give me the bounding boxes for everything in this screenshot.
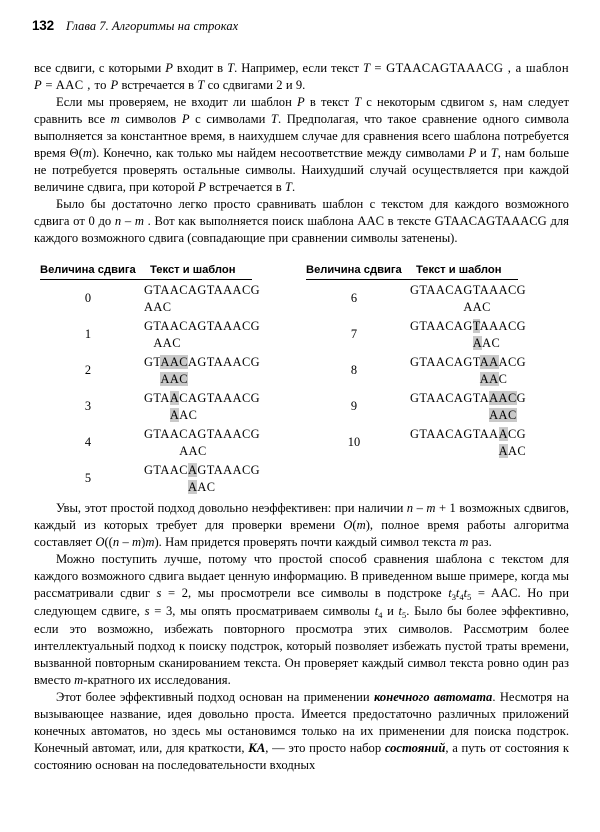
math-var: s bbox=[144, 604, 150, 618]
text-run: = AAC. Но при следующем сдвиге, bbox=[34, 586, 569, 618]
header-rule bbox=[40, 279, 252, 280]
subscript: 3 bbox=[451, 592, 456, 602]
table-row bbox=[306, 354, 544, 390]
math-var: P bbox=[34, 78, 42, 92]
matched-chars: AAC bbox=[160, 372, 188, 386]
alignment-cell bbox=[144, 426, 284, 460]
text-line: GTAACAGTAAACG bbox=[410, 319, 527, 333]
text-run: Было бы достаточно легко просто сравнивать шаблон с текстом для каждого возможного сдвига от 0 до bbox=[34, 197, 569, 228]
math-var: m bbox=[132, 535, 142, 549]
table-row bbox=[306, 426, 544, 462]
alignment-cell bbox=[410, 318, 550, 352]
text-run: Этот более эффективный подход основан на применении bbox=[56, 690, 374, 704]
math-var: n bbox=[114, 214, 122, 228]
math-var: m bbox=[426, 501, 436, 515]
pattern-line bbox=[144, 371, 284, 388]
table-row bbox=[40, 318, 278, 354]
table-header-row bbox=[306, 264, 544, 279]
math-var: T bbox=[270, 112, 278, 126]
pattern-line: AAC bbox=[179, 444, 207, 458]
text-run: . bbox=[291, 180, 296, 194]
pattern-line: AAC bbox=[187, 480, 216, 494]
math-var: s bbox=[489, 95, 495, 109]
matched-chars: A bbox=[187, 463, 198, 477]
math-var: n bbox=[406, 501, 414, 515]
matched-chars: T bbox=[472, 319, 480, 333]
math-var: m bbox=[134, 214, 144, 228]
math-var: m bbox=[459, 535, 469, 549]
text-line: GTAACAGTAAACG bbox=[410, 391, 527, 405]
text-run: и bbox=[382, 604, 399, 618]
alignment-cell bbox=[410, 282, 550, 316]
text-run: (( bbox=[104, 535, 113, 549]
matched-chars: AA bbox=[479, 372, 499, 386]
alignment-cell bbox=[410, 426, 550, 460]
shift-comparison-tables bbox=[34, 264, 574, 494]
shift-value: 0 bbox=[84, 291, 92, 305]
text-line: GTAACAGTAAACG bbox=[144, 427, 261, 441]
text-run: – bbox=[121, 214, 135, 228]
column-header-shift: Величина сдвига bbox=[40, 264, 136, 276]
pattern-line: AAC bbox=[479, 372, 508, 386]
table-row bbox=[40, 426, 278, 462]
text-run: . Было бы более эффективно, если это возможно, избежать повторного просмотра этих символов. Рассмотрим более интеллектуальный подход к поиску подстрок, который позволяет избежать пустой траты времени, вызванной повторным сканированием текста. Он проверяет каждый символ текста ровно один раз вместо bbox=[34, 604, 569, 687]
subscript: 5 bbox=[467, 592, 472, 602]
table-row bbox=[40, 354, 278, 390]
math-var: T bbox=[363, 61, 371, 75]
table-row bbox=[306, 318, 544, 354]
table-row bbox=[40, 462, 278, 498]
chapter-title: Глава 7. Алгоритмы на строках bbox=[66, 19, 239, 33]
math-var: s bbox=[156, 586, 162, 600]
paragraph-2 bbox=[34, 94, 569, 196]
text-line: GTAACAGTAAACG bbox=[410, 283, 527, 297]
pattern-line: AAC bbox=[144, 300, 172, 314]
body-text-lower bbox=[34, 500, 569, 774]
math-var: m bbox=[74, 673, 84, 687]
alignment-cell bbox=[144, 318, 284, 352]
math-var: P bbox=[165, 61, 173, 75]
text-line: GTAACAGTAAACG bbox=[144, 283, 261, 297]
text-line: GTAACAGTAAACG bbox=[144, 355, 261, 369]
alignment-cell bbox=[410, 390, 550, 424]
math-var: t bbox=[374, 604, 379, 618]
text-run: встречается в bbox=[118, 78, 198, 92]
pattern-line: AAC bbox=[169, 408, 198, 422]
text-run: -кратного их исследования. bbox=[83, 673, 231, 687]
matched-chars: AAC bbox=[160, 355, 188, 369]
shift-value: 9 bbox=[350, 399, 358, 413]
table-header-row bbox=[40, 264, 278, 279]
text-run: ), полное время работы алгоритма составляет bbox=[34, 518, 569, 549]
matched-chars: A bbox=[472, 336, 483, 350]
paragraph-4 bbox=[34, 500, 569, 551]
math-var: t bbox=[398, 604, 403, 618]
text-line: GTAACAGTAAACG bbox=[144, 463, 261, 477]
text-run: ( bbox=[352, 518, 357, 532]
paragraph-1 bbox=[34, 60, 569, 94]
emphasis-finite-automaton: конечного автомата bbox=[374, 690, 493, 704]
page-number: 132 bbox=[32, 18, 54, 33]
shift-table-left bbox=[40, 264, 278, 498]
text-run: в текст bbox=[304, 95, 355, 109]
matched-chars: AAC bbox=[489, 408, 517, 422]
text-run: . Предполагая, что такое сравнение одного символа выполняется за константное время, в наихудшем случае для сравнения всего шаблона потребуется время Θ( bbox=[34, 112, 569, 160]
text-line: GTAACAGTAAACG bbox=[410, 427, 527, 441]
text-run: раз. bbox=[468, 535, 492, 549]
text-run: , нам следует сравнить все bbox=[34, 95, 569, 126]
column-header-shift: Величина сдвига bbox=[306, 264, 402, 276]
column-header-text: Текст и шаблон bbox=[150, 264, 236, 276]
text-run: = GTAACAGTAAACG , а шаблон bbox=[370, 61, 570, 75]
subscript: 5 bbox=[402, 610, 407, 620]
math-var: O bbox=[95, 535, 105, 549]
pattern-line: AAC bbox=[463, 300, 491, 314]
table-row bbox=[40, 282, 278, 318]
alignment-cell bbox=[144, 282, 284, 316]
pattern-line: AAC bbox=[153, 336, 181, 350]
text-run: все сдвиги, с которыми bbox=[34, 61, 166, 75]
table-body-left bbox=[40, 282, 278, 498]
alignment-cell bbox=[144, 390, 284, 424]
math-var: P bbox=[110, 78, 119, 92]
shift-value: 10 bbox=[347, 435, 361, 449]
subscript: 4 bbox=[459, 592, 464, 602]
text-run: ). Конечно, как только мы найдем несоответствие между символами bbox=[91, 146, 469, 160]
text-run: с некоторым сдвигом bbox=[361, 95, 490, 109]
text-run: входит в bbox=[172, 61, 228, 75]
math-var: T bbox=[227, 61, 235, 75]
text-run: = 2, мы просмотрели все символы в подстроке bbox=[161, 586, 449, 600]
text-run: Увы, этот простой подход довольно неэффективен: при наличии bbox=[56, 501, 407, 515]
math-var: m bbox=[110, 112, 120, 126]
math-var: n bbox=[112, 535, 120, 549]
text-run: – bbox=[119, 535, 133, 549]
text-run: = 3, мы опять просматриваем символы bbox=[149, 604, 375, 618]
emphasis-ka: КА bbox=[248, 741, 266, 755]
matched-chars: AA bbox=[479, 355, 499, 369]
text-run: с символами bbox=[189, 112, 271, 126]
paragraph-3 bbox=[34, 196, 569, 247]
text-run: ). Нам придется проверять почти каждый символ текста bbox=[154, 535, 460, 549]
body-text-upper bbox=[34, 60, 569, 247]
pattern-line bbox=[410, 407, 550, 424]
text-run: . Несмотря на вызывающее название, идея довольно проста. Имеется предостаточно различных приложений конечных автоматов, но здесь мы остановимся только на их применении для поиска подстрок. Конечный автомат, или, для краткости, bbox=[34, 690, 569, 755]
math-var: P bbox=[181, 112, 190, 126]
matched-chars: A bbox=[187, 480, 198, 494]
text-run: символов bbox=[119, 112, 182, 126]
math-var: T bbox=[197, 78, 205, 92]
math-var: T bbox=[284, 180, 292, 194]
shift-value: 8 bbox=[350, 363, 358, 377]
text-run: , нам больше не потребуется проверять остальные символы. Наихудший случай осуществляется при каждой величине сдвига, при которой bbox=[34, 146, 569, 194]
shift-value: 1 bbox=[84, 327, 92, 341]
shift-value: 6 bbox=[350, 291, 358, 305]
matched-chars: A bbox=[498, 444, 508, 458]
math-var: t bbox=[455, 586, 460, 600]
text-run: ) bbox=[141, 535, 146, 549]
text-line: GTAACAGTAAACG bbox=[144, 319, 261, 333]
shift-value: 3 bbox=[84, 399, 92, 413]
table-row bbox=[306, 282, 544, 318]
paragraph-5 bbox=[34, 551, 569, 689]
text-run: – bbox=[413, 501, 427, 515]
running-head bbox=[0, 18, 600, 38]
subscript: 4 bbox=[378, 610, 383, 620]
text-run: встречается в bbox=[205, 180, 285, 194]
table-row bbox=[306, 390, 544, 426]
text-run: со сдвигами 2 и 9. bbox=[204, 78, 306, 92]
text-run: , а путь от состояния к состоянию основан на последовательности входных bbox=[34, 741, 569, 772]
shift-value: 5 bbox=[84, 471, 92, 485]
text-run: Можно поступить лучше, потому что простой способ сравнения шаблона с текстом для каждого возможного сдвига выдает ценную информацию. В приведенном выше примере, когда мы рассматривали сдвиг bbox=[34, 552, 569, 600]
math-var: m bbox=[82, 146, 92, 160]
math-var: P bbox=[468, 146, 477, 160]
pattern-line: AAC bbox=[472, 336, 501, 350]
text-line: GTAACAGTAAACG bbox=[144, 391, 261, 405]
math-var: O bbox=[343, 518, 353, 532]
emphasis-states: состояний bbox=[384, 741, 446, 755]
text-line: GTAACAGTAAACG bbox=[410, 355, 527, 369]
text-run: . Например, если текст bbox=[234, 61, 363, 75]
math-var: t bbox=[463, 586, 468, 600]
table-row bbox=[40, 390, 278, 426]
alignment-cell bbox=[144, 354, 284, 388]
math-var: m bbox=[145, 535, 155, 549]
pattern-line: AAC bbox=[498, 444, 527, 458]
shift-value: 7 bbox=[350, 327, 358, 341]
text-run: . Вот как выполняется поиск шаблона AAC в тексте GTAACAGTAAACG для каждого возможного сдвига (совпадающие при сравнении символы затенены). bbox=[34, 214, 569, 245]
shift-table-right bbox=[306, 264, 544, 462]
text-run: = AAC , то bbox=[41, 78, 111, 92]
text-run: и bbox=[476, 146, 491, 160]
text-run: Если мы проверяем, не входит ли шаблон bbox=[56, 95, 298, 109]
math-var: t bbox=[448, 586, 452, 600]
text-run: + 1 возможных сдвигов, каждый из которых требует для проверки времени bbox=[34, 501, 570, 532]
shift-value: 4 bbox=[84, 435, 92, 449]
matched-chars: AAC bbox=[489, 391, 517, 405]
paragraph-6 bbox=[34, 689, 569, 774]
table-body-right bbox=[306, 282, 544, 462]
math-var: T bbox=[354, 95, 362, 109]
math-var: P bbox=[297, 95, 305, 109]
column-header-text: Текст и шаблон bbox=[416, 264, 502, 276]
matched-chars: A bbox=[169, 391, 180, 405]
math-var: T bbox=[490, 146, 498, 160]
matched-chars: A bbox=[169, 408, 180, 422]
math-var: m bbox=[356, 518, 366, 532]
math-var: P bbox=[198, 180, 206, 194]
header-rule bbox=[306, 279, 518, 280]
alignment-cell bbox=[144, 462, 284, 496]
shift-value: 2 bbox=[84, 363, 92, 377]
matched-chars: A bbox=[498, 427, 508, 441]
alignment-cell bbox=[410, 354, 550, 388]
text-run: , — это просто набор bbox=[265, 741, 385, 755]
